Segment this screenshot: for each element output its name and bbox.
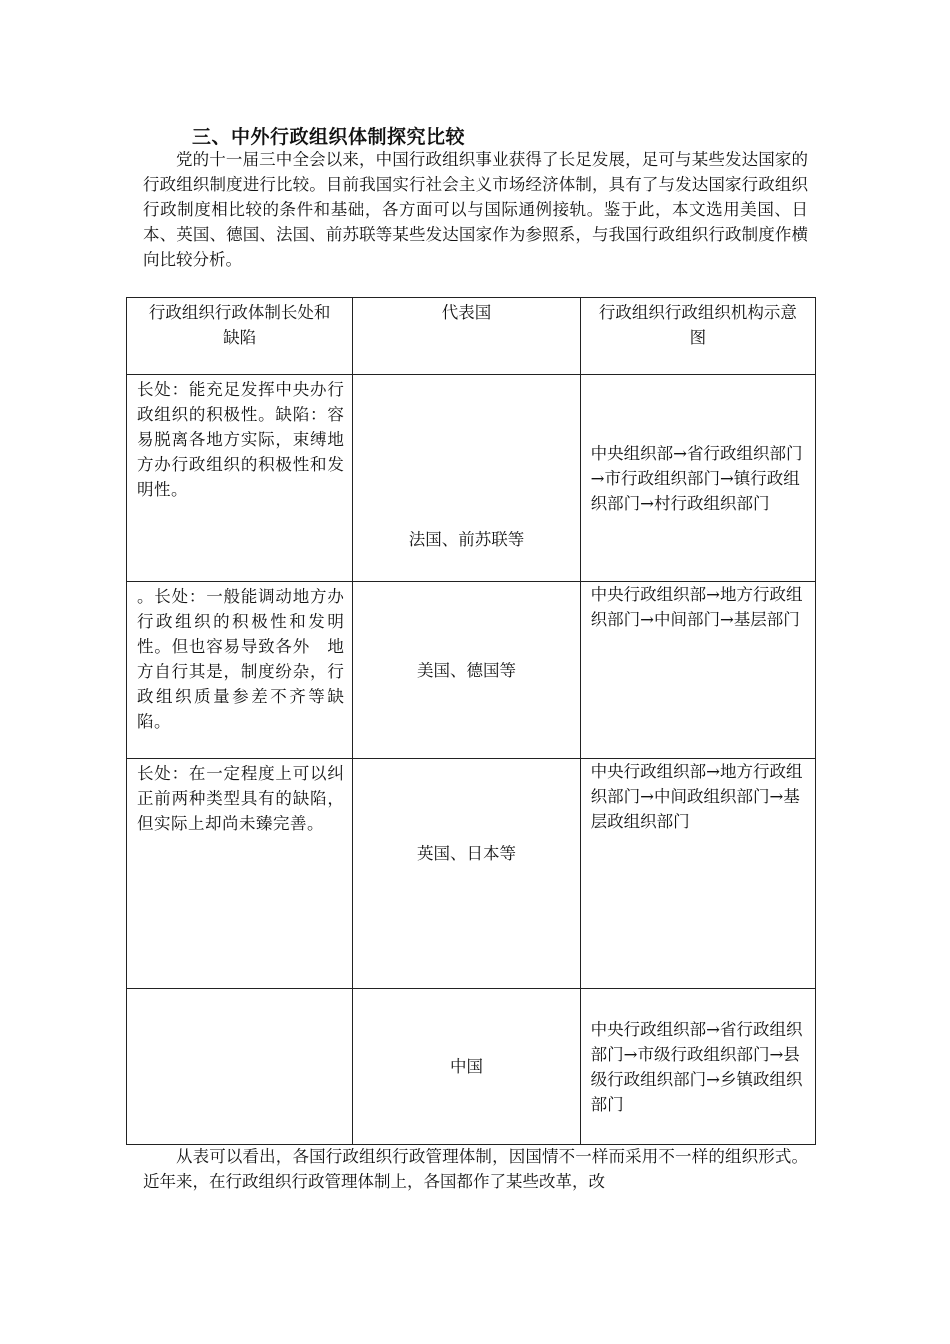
table-header-row (127, 298, 816, 375)
table-row (127, 989, 816, 1145)
merits-cell: 。长处：一般能调动地方办行政组织的积极性和发明性。但也容易导致各外 地方自行其是，制度纷杂，行政组织质量参差不齐等缺陷。 (127, 582, 353, 759)
outro-text: 从表可以看出，各国行政组织行政管理体制，因国情不一样而采用不一样的组织形式。近年来，在行政组织行政管理体制上，各国都作了某些改革，改 (143, 1147, 808, 1191)
countries-cell: 英国、日本等 (353, 759, 580, 989)
merits-cell (127, 989, 353, 1145)
header-diagram: 行政组织行政组织机构示意图 (580, 298, 815, 375)
intro-paragraph (143, 147, 808, 272)
countries-cell: 美国、德国等 (353, 582, 580, 759)
diagram-cell: 中央组织部→省行政组织部门→市行政组织部门→镇行政组织部门→村行政组织部门 (580, 375, 815, 582)
header-countries: 代表国 (353, 298, 580, 375)
diagram-cell: 中央行政组织部→地方行政组织部门→中间部门→基层部门 (580, 582, 815, 759)
header-merits: 行政组织行政体制长处和缺陷 (127, 298, 353, 375)
countries-cell: 法国、前苏联等 (353, 375, 580, 582)
diagram-cell: 中央行政组织部→省行政组织部门→市级行政组织部门→县级行政组织部门→乡镇政组织部门 (580, 989, 815, 1145)
merits-cell: 长处：在一定程度上可以纠正前两种类型具有的缺陷，但实际上却尚未臻完善。 (127, 759, 353, 989)
comparison-table (126, 297, 816, 1145)
intro-text: 党的十一届三中全会以来，中国行政组织事业获得了长足发展，足可与某些发达国家的行政组织制度进行比较。目前我国实行社会主义市场经济体制，具有了与发达国家行政组织行政制度相比较的条件和基础，各方面可以与国际通例接轨。鉴于此，本文选用美国、日本、英国、德国、法国、前苏联等某些发达国家作为参照系，与我国行政组织行政制度作横向比较分析。 (143, 150, 808, 269)
outro-paragraph (143, 1144, 808, 1194)
table-row (127, 759, 816, 989)
table-row (127, 375, 816, 582)
diagram-cell: 中央行政组织部→地方行政组织部门→中间政组织部门→基层政组织部门 (580, 759, 815, 989)
countries-cell: 中国 (353, 989, 580, 1145)
merits-cell: 长处：能充足发挥中央办行政组织的积极性。缺陷：容易脱离各地方实际，束缚地方办行政组织的积极性和发明性。 (127, 375, 353, 582)
section-heading: 三、中外行政组织体制探究比较 (192, 126, 466, 148)
table-row (127, 582, 816, 759)
